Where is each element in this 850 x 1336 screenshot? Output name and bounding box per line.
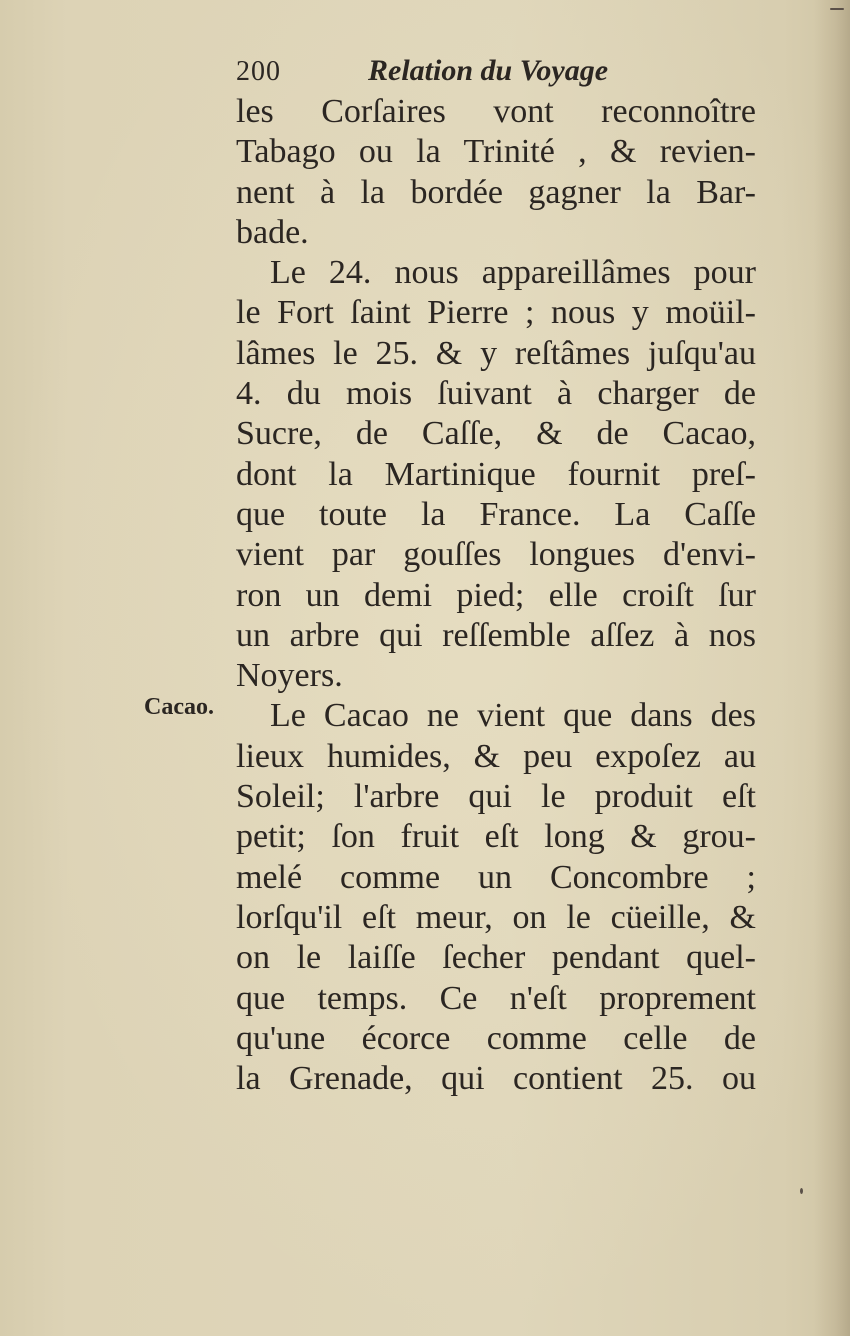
paper-speck	[800, 1188, 803, 1194]
text-line: Le Cacao ne vient que dans des	[270, 697, 756, 735]
text-line: lorſqu'il eſt meur, on le cüeille, &	[236, 898, 756, 936]
text-line: le Fort ſaint Pierre ; nous y moüil-	[236, 294, 756, 332]
text-line: Soleil; l'arbre qui le produit eſt	[236, 778, 756, 816]
text-line: un arbre qui reſſemble aſſez à nos	[236, 616, 756, 654]
text-line: dont la Martinique fournit preſ-	[236, 455, 756, 493]
text-line: Sucre, de Caſſe, & de Cacao,	[236, 415, 756, 453]
text-line: lieux humides, & peu expoſez au	[236, 737, 756, 775]
text-line: on le laiſſe ſecher pendant quel-	[236, 939, 756, 977]
page-header	[236, 56, 646, 94]
paper-speck	[830, 8, 844, 10]
page-edge-shadow	[814, 0, 850, 1336]
body-text	[236, 92, 756, 1099]
text-line: que temps. Ce n'eſt proprement	[236, 979, 756, 1017]
page-number: 200	[236, 56, 281, 87]
text-line: nent à la bordée gagner la Bar-	[236, 173, 756, 211]
text-line: Noyers.	[236, 657, 343, 695]
text-line: 4. du mois ſuivant à charger de	[236, 375, 756, 413]
running-title: Relation du Voyage	[368, 54, 609, 87]
text-line: bade.	[236, 213, 309, 251]
text-line: la Grenade, qui contient 25. ou	[236, 1060, 756, 1098]
text-line: Le 24. nous appareillâmes pour	[270, 254, 756, 292]
text-line: melé comme un Concombre ;	[236, 858, 756, 896]
text-line: vient par gouſſes longues d'envi-	[236, 536, 756, 574]
text-line: les Corſaires vont reconnoître	[236, 93, 756, 130]
margin-note: Cacao.	[144, 694, 214, 720]
text-line: que toute la France. La Caſſe	[236, 495, 756, 533]
text-line: ron un demi pied; elle croiſt ſur	[236, 576, 756, 614]
text-line: qu'une écorce comme celle de	[236, 1019, 756, 1057]
text-line: lâmes le 25. & y reſtâmes juſqu'au	[236, 334, 756, 372]
text-line: petit; ſon fruit eſt long & grou-	[236, 818, 756, 856]
text-line: Tabago ou la Trinité , & revien-	[236, 133, 756, 171]
